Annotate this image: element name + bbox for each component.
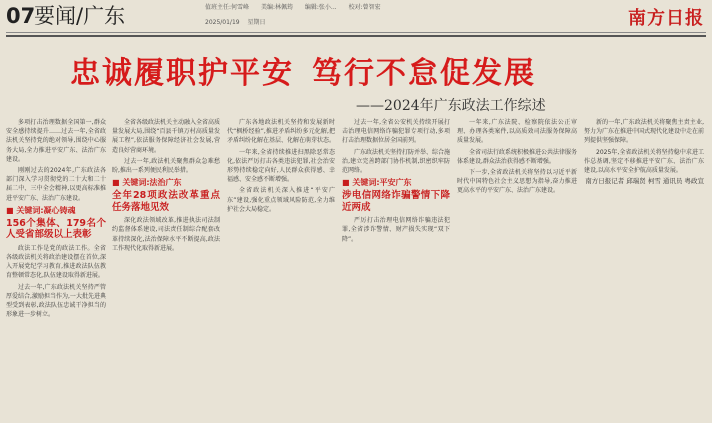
paragraph: 刚刚过去的2024年,广东政法各部门深入学习贯彻党的二十大和二十届二中、三中全会精神,以更高标准推进平安广东、法治广东建设。 <box>6 167 106 202</box>
paragraph: 一年来,广东法院、检察院依法公正审理、办理各类案件,以高质效司法服务保障高质量发展。 <box>457 119 577 145</box>
article-column-2 <box>112 118 220 418</box>
header-divider <box>6 32 706 33</box>
paragraph: 2025年,全省政法机关将坚持稳中求进工作总基调,坚定不移推进平安广东、法治广东建设,以高水平安全护航高质量发展。 <box>584 148 704 175</box>
paragraph: 深化政法领域改革,推进执法司法制约监督体系建设,司法责任制综合配套改革持续深化,法治保障水平不断提高,政法工作现代化取得新进展。 <box>112 217 220 252</box>
headline-part-2: 笃行不怠促发展 <box>312 56 536 91</box>
article-column-1 <box>6 118 106 418</box>
credit-editor: 值班主任:何雪峰 <box>205 4 250 11</box>
paragraph: 一年来,全省持续推进扫黑除恶常态化,依法严厉打击各类违法犯罪,社会治安形势持续稳定向好,人民群众获得感、幸福感、安全感不断增强。 <box>227 148 335 184</box>
article-column-6 <box>584 118 704 418</box>
paragraph: 多项打击治理数据全国第一,群众安全感持续提升……过去一年,全省政法机关坚持党的绝对领导,围绕中心服务大局,全力推进平安广东、法治广东建设。 <box>6 119 106 163</box>
dateline <box>205 17 272 26</box>
paragraph: 过去一年,全省公安机关持续开展打击治理电信网络诈骗犯罪专项行动,多项打击治理数据位居全国前列。 <box>342 119 450 145</box>
paragraph: 严厉打击治理电信网络诈骗违法犯罪,全省涉诈警情、财产损失实现“双下降”。 <box>342 217 450 243</box>
keyword-heading: ■ 关键词:平安广东 <box>342 178 412 188</box>
paragraph: 全省政法机关深入推进“平安广东”建设,强化重点领域风险防范,全力维护社会大局稳定。 <box>227 187 335 213</box>
credit-editor2: 编辑:张小... <box>304 4 337 11</box>
paragraph: 过去一年,政法机关聚焦群众急难愁盼,推出一系列便民利民举措。 <box>112 157 220 175</box>
paragraph: 广东政法机关坚持打防并举、综合施治,建立完善跨部门协作机制,织密织牢防范网络。 <box>342 148 450 175</box>
editor-credits <box>205 4 391 12</box>
byline: 南方日报记者 邱瑞贤 柯雪 通讯员 粤政宣 <box>585 177 704 186</box>
masthead-logo: 南方日报 <box>628 8 704 29</box>
keyword-heading: ■ 关键词:凝心铸魂 <box>6 205 76 215</box>
article-subtitle: ——2024年广东政法工作综述 <box>356 98 546 114</box>
article-headline <box>70 48 536 92</box>
keyword-heading: ■ 关键词:法治广东 <box>112 178 182 188</box>
section-number: 07 <box>6 4 36 28</box>
section-subhead: 涉电信网络诈骗警情下降近两成 <box>342 190 450 213</box>
section-name: 要闻/广东 <box>34 4 126 28</box>
headline-part-1: 忠诚履职护平安 <box>70 56 294 91</box>
credit-proof: 校对:曾智宏 <box>348 4 381 11</box>
header-divider-thick <box>6 35 706 37</box>
paragraph: 全省各级政法机关主动融入全省高质量发展大局,围绕“百县千镇万村高质量发展工程”,依法服务保障经济社会发展,营造良好营商环境。 <box>112 119 220 154</box>
paragraph: 新的一年,广东政法机关将聚焦主责主业,努力为广东在推进中国式现代化建设中走在前列提供坚强保障。 <box>584 119 704 145</box>
section-subhead: 156个集体、179名个人受省部级以上表彰 <box>6 217 106 241</box>
issue-weekday: 星期日 <box>247 19 266 26</box>
paragraph: 广东各地政法机关坚持和发展新时代“枫桥经验”,推进矛盾纠纷多元化解,把矛盾纠纷化解在基层、化解在萌芽状态。 <box>227 119 335 145</box>
paragraph: 下一步,全省政法机关将坚持以习近平新时代中国特色社会主义思想为指导,奋力推进更高水平的平安广东、法治广东建设。 <box>457 169 577 195</box>
article-column-3 <box>227 118 335 418</box>
section-subhead: 全年28项政法改革重点任务落地见效 <box>112 190 220 213</box>
article-column-4 <box>342 118 450 418</box>
article-column-5 <box>457 118 577 418</box>
credit-designer: 美编:林佩筠 <box>260 4 293 11</box>
paragraph: 过去一年,广东政法机关坚持严管厚爱结合,激励担当作为,一大批先进典型受到表彰,政法队伍忠诚干净担当的形象进一步树立。 <box>6 283 106 319</box>
issue-date: 2025/01/19 <box>205 19 240 26</box>
paragraph: 全省司法行政系统积极推进公共法律服务体系建设,群众法治获得感不断增强。 <box>457 148 577 165</box>
paragraph: 政法工作是党的政法工作。全省各级政法机关将政治建设摆在首位,深入开展党纪学习教育,推进政法队伍教育整顿常态化,队伍建设取得新进展。 <box>6 244 106 280</box>
